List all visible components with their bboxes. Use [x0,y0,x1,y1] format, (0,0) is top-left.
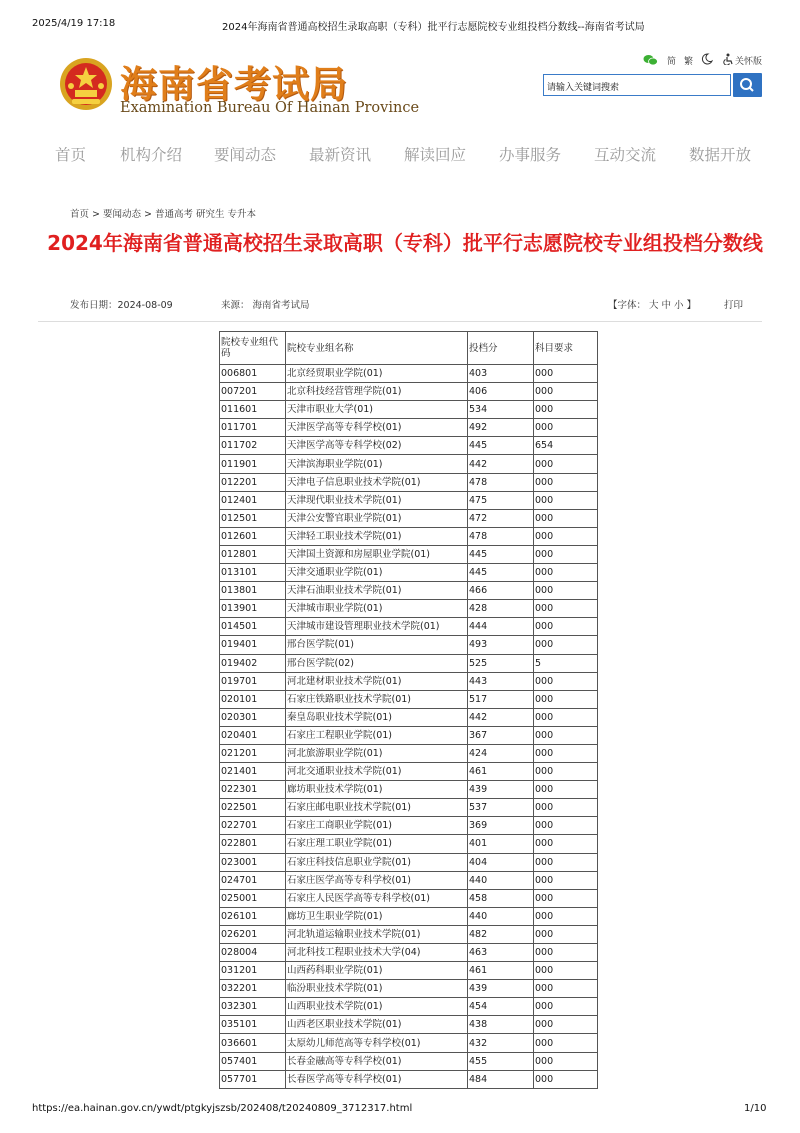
cell-code: 032301 [220,998,286,1016]
cell-code: 028004 [220,944,286,962]
table-row [220,545,598,563]
national-emblem-icon [58,56,114,112]
site-logo[interactable] [58,52,420,122]
traditional-chinese-link[interactable]: 繁 [684,57,694,67]
cell-code: 022301 [220,781,286,799]
nav-interaction[interactable]: 互动交流 [594,146,657,164]
table-row [220,1070,598,1088]
table-row [220,835,598,853]
cell-score: 463 [468,944,534,962]
table-row [220,654,598,672]
publish-date: 发布日期：2024-08-09 [70,300,173,311]
cell-code: 026101 [220,907,286,925]
cell-subject: 000 [534,853,598,871]
cell-subject: 000 [534,980,598,998]
cell-code: 006801 [220,365,286,383]
cell-subject: 000 [534,1016,598,1034]
table-row [220,763,598,781]
header-code: 院校专业组代码 [220,332,286,365]
cell-subject: 000 [534,383,598,401]
table-row [220,383,598,401]
print-url: https://ea.hainan.gov.cn/ywdt/ptgkyjszsb/202408/t20240809_3712317.html [32,1103,413,1114]
cell-code: 024701 [220,871,286,889]
cell-code: 013101 [220,564,286,582]
cell-score: 406 [468,383,534,401]
cell-code: 026201 [220,925,286,943]
cell-score: 478 [468,527,534,545]
cell-score: 403 [468,365,534,383]
cell-score: 428 [468,600,534,618]
cell-name: 河北交通职业技术学院(01) [286,763,468,781]
cell-name: 天津交通职业学院(01) [286,564,468,582]
cell-name: 天津国土资源和房屋职业学院(01) [286,545,468,563]
cell-subject: 000 [534,401,598,419]
cell-score: 424 [468,744,534,762]
cell-subject: 000 [534,763,598,781]
cell-score: 442 [468,455,534,473]
cell-score: 484 [468,1070,534,1088]
cell-subject: 000 [534,455,598,473]
cell-name: 临汾职业技术学院(01) [286,980,468,998]
cell-subject: 000 [534,907,598,925]
cell-score: 458 [468,889,534,907]
print-button[interactable]: 打印 [724,300,744,311]
cell-code: 011601 [220,401,286,419]
nav-interpretation[interactable]: 解读回应 [404,146,467,164]
cell-score: 438 [468,1016,534,1034]
table-row [220,998,598,1016]
article-meta [0,297,800,311]
cell-subject: 000 [534,817,598,835]
header-subject: 科目要求 [534,332,598,365]
cell-subject: 000 [534,889,598,907]
cell-code: 021201 [220,744,286,762]
table-row [220,636,598,654]
wechat-icon[interactable] [643,54,658,66]
cell-name: 河北科技工程职业技术大学(04) [286,944,468,962]
table-row [220,365,598,383]
cell-code: 031201 [220,962,286,980]
cell-score: 466 [468,582,534,600]
table-row [220,473,598,491]
article-title: 2024年海南省普通高校招生录取高职（专科）批平行志愿院校专业组投档分数线 [47,231,763,255]
cell-subject: 000 [534,835,598,853]
cell-score: 445 [468,564,534,582]
cell-score: 478 [468,473,534,491]
cell-subject: 000 [534,491,598,509]
cell-code: 025001 [220,889,286,907]
cell-name: 天津城市建设管理职业技术学院(01) [286,618,468,636]
cell-subject: 000 [534,545,598,563]
cell-score: 439 [468,781,534,799]
cell-subject: 000 [534,690,598,708]
cell-score: 482 [468,925,534,943]
cell-name: 天津医学高等专科学校(01) [286,419,468,437]
nav-open-data[interactable]: 数据开放 [689,146,752,164]
table-row [220,980,598,998]
cell-score: 444 [468,618,534,636]
cell-name: 山西老区职业技术学院(01) [286,1016,468,1034]
score-table [219,331,598,1089]
cell-code: 007201 [220,383,286,401]
cell-subject: 000 [534,944,598,962]
cell-name: 石家庄铁路职业技术学院(01) [286,690,468,708]
table-row [220,1016,598,1034]
cell-code: 013901 [220,600,286,618]
cell-score: 404 [468,853,534,871]
nav-latest[interactable]: 最新资讯 [309,146,372,164]
cell-name: 北京经贸职业学院(01) [286,365,468,383]
cell-code: 020101 [220,690,286,708]
cell-score: 525 [468,654,534,672]
top-tools [643,54,768,68]
care-mode-link[interactable]: 关怀版 [735,57,763,67]
font-size-controls[interactable]: 【字体： 大 中 小 】 [608,300,697,311]
article-source: 来源： 海南省考试局 [221,300,310,311]
site-title-en: Examination Bureau Of Hainan Province [120,100,420,116]
cell-name: 邢台医学院(02) [286,654,468,672]
cell-name: 天津轻工职业技术学院(01) [286,527,468,545]
cell-score: 534 [468,401,534,419]
table-row [220,618,598,636]
cell-name: 天津公安警官职业学院(01) [286,509,468,527]
table-header-row [220,332,598,365]
cell-subject: 000 [534,600,598,618]
print-page-title: 2024年海南省普通高校招生录取高职（专科）批平行志愿院校专业组投档分数线--海南省考试局 [222,22,645,33]
cell-subject: 000 [534,799,598,817]
header-name: 院校专业组名称 [286,332,468,365]
table-row [220,401,598,419]
table-row [220,781,598,799]
cell-subject: 000 [534,708,598,726]
cell-name: 北京科技经营管理学院(01) [286,383,468,401]
cell-code: 022701 [220,817,286,835]
cell-subject: 000 [534,1034,598,1052]
cell-score: 401 [468,835,534,853]
cell-code: 012501 [220,509,286,527]
print-datetime: 2025/4/19 17:18 [32,18,116,29]
cell-name: 河北旅游职业学院(01) [286,744,468,762]
cell-code: 013801 [220,582,286,600]
search-input[interactable]: 请输入关键词搜索 [543,74,731,96]
cell-name: 天津现代职业技术学院(01) [286,491,468,509]
cell-score: 454 [468,998,534,1016]
cell-name: 山西职业技术学院(01) [286,998,468,1016]
cell-score: 445 [468,437,534,455]
cell-name: 廊坊卫生职业学院(01) [286,907,468,925]
cell-subject: 000 [534,636,598,654]
cell-name: 石家庄人民医学高等专科学校(01) [286,889,468,907]
cell-name: 长春金融高等专科学校(01) [286,1052,468,1070]
search-icon [733,73,762,97]
site-title-cn: 海南省考试局 [120,63,348,106]
cell-code: 019402 [220,654,286,672]
table-body [220,365,598,1089]
cell-code: 032201 [220,980,286,998]
cell-score: 472 [468,509,534,527]
table-row [220,853,598,871]
cell-name: 石家庄理工职业学院(01) [286,835,468,853]
cell-subject: 000 [534,726,598,744]
cell-name: 天津市职业大学(01) [286,401,468,419]
cell-code: 019701 [220,672,286,690]
cell-score: 442 [468,708,534,726]
cell-name: 邢台医学院(01) [286,636,468,654]
table-row [220,491,598,509]
accessibility-icon [722,53,734,65]
table-row [220,889,598,907]
cell-score: 440 [468,907,534,925]
print-header [0,18,800,34]
table-row [220,726,598,744]
cell-code: 057401 [220,1052,286,1070]
cell-name: 山西药科职业学院(01) [286,962,468,980]
table-row [220,455,598,473]
table-row [220,419,598,437]
nav-home[interactable]: 首页 [55,146,87,164]
cell-score: 475 [468,491,534,509]
cell-subject: 5 [534,654,598,672]
cell-code: 036601 [220,1034,286,1052]
cell-name: 秦皇岛职业技术学院(01) [286,708,468,726]
cell-name: 石家庄工程职业学院(01) [286,726,468,744]
cell-subject: 000 [534,582,598,600]
cell-subject: 654 [534,437,598,455]
cell-code: 012201 [220,473,286,491]
cell-subject: 000 [534,925,598,943]
cell-score: 517 [468,690,534,708]
cell-name: 石家庄科技信息职业学院(01) [286,853,468,871]
cell-score: 461 [468,962,534,980]
cell-score: 439 [468,980,534,998]
nav-services[interactable]: 办事服务 [499,146,562,164]
table-row [220,527,598,545]
cell-subject: 000 [534,744,598,762]
nav-news[interactable]: 要闻动态 [214,146,277,164]
cell-name: 天津城市职业学院(01) [286,600,468,618]
cell-score: 445 [468,545,534,563]
cell-name: 河北建材职业技术学院(01) [286,672,468,690]
cell-name: 天津电子信息职业技术学院(01) [286,473,468,491]
cell-code: 035101 [220,1016,286,1034]
cell-subject: 000 [534,672,598,690]
cell-subject: 000 [534,419,598,437]
cell-name: 河北轨道运输职业技术学院(01) [286,925,468,943]
cell-code: 012801 [220,545,286,563]
cell-code: 021401 [220,763,286,781]
cell-name: 石家庄邮电职业技术学院(01) [286,799,468,817]
cell-score: 455 [468,1052,534,1070]
cell-code: 022801 [220,835,286,853]
cell-score: 440 [468,871,534,889]
cell-name: 长春医学高等专科学校(01) [286,1070,468,1088]
cell-code: 012401 [220,491,286,509]
cell-score: 537 [468,799,534,817]
cell-score: 492 [468,419,534,437]
divider [38,321,762,322]
table-row [220,744,598,762]
table-row [220,1052,598,1070]
cell-code: 022501 [220,799,286,817]
cell-subject: 000 [534,1070,598,1088]
cell-code: 014501 [220,618,286,636]
table-row [220,564,598,582]
simplified-chinese-link[interactable]: 简 [667,57,677,67]
cell-subject: 000 [534,509,598,527]
cell-score: 443 [468,672,534,690]
cell-code: 011701 [220,419,286,437]
table-row [220,907,598,925]
search-button[interactable] [733,73,762,97]
header-score: 投档分 [468,332,534,365]
cell-subject: 000 [534,473,598,491]
table-row [220,962,598,980]
cell-code: 011901 [220,455,286,473]
cell-code: 057701 [220,1070,286,1088]
table-row [220,817,598,835]
cell-code: 019401 [220,636,286,654]
cell-name: 石家庄医学高等专科学校(01) [286,871,468,889]
table-row [220,799,598,817]
cell-subject: 000 [534,564,598,582]
breadcrumb[interactable]: 首页 > 要闻动态 > 普通高考 研究生 专升本 [70,209,257,220]
table-row [220,871,598,889]
cell-subject: 000 [534,962,598,980]
table-row [220,600,598,618]
cell-name: 太原幼儿师范高等专科学校(01) [286,1034,468,1052]
cell-subject: 000 [534,998,598,1016]
print-page-number: 1/10 [744,1103,767,1114]
cell-subject: 000 [534,781,598,799]
cell-score: 367 [468,726,534,744]
moon-icon[interactable] [701,53,713,65]
cell-subject: 000 [534,618,598,636]
cell-code: 023001 [220,853,286,871]
cell-subject: 000 [534,365,598,383]
cell-code: 020401 [220,726,286,744]
table-row [220,437,598,455]
table-row [220,582,598,600]
cell-name: 天津石油职业技术学院(01) [286,582,468,600]
cell-name: 天津滨海职业学院(01) [286,455,468,473]
cell-score: 493 [468,636,534,654]
table-row [220,708,598,726]
table-row [220,509,598,527]
cell-name: 石家庄工商职业学院(01) [286,817,468,835]
cell-subject: 000 [534,1052,598,1070]
table-row [220,944,598,962]
cell-code: 011702 [220,437,286,455]
table-row [220,672,598,690]
cell-code: 012601 [220,527,286,545]
cell-score: 461 [468,763,534,781]
cell-score: 432 [468,1034,534,1052]
cell-score: 369 [468,817,534,835]
cell-code: 020301 [220,708,286,726]
table-row [220,1034,598,1052]
cell-name: 廊坊职业技术学院(01) [286,781,468,799]
nav-about[interactable]: 机构介绍 [120,146,183,164]
table-row [220,690,598,708]
cell-subject: 000 [534,527,598,545]
table-row [220,925,598,943]
cell-name: 天津医学高等专科学校(02) [286,437,468,455]
cell-subject: 000 [534,871,598,889]
main-nav [0,143,800,165]
